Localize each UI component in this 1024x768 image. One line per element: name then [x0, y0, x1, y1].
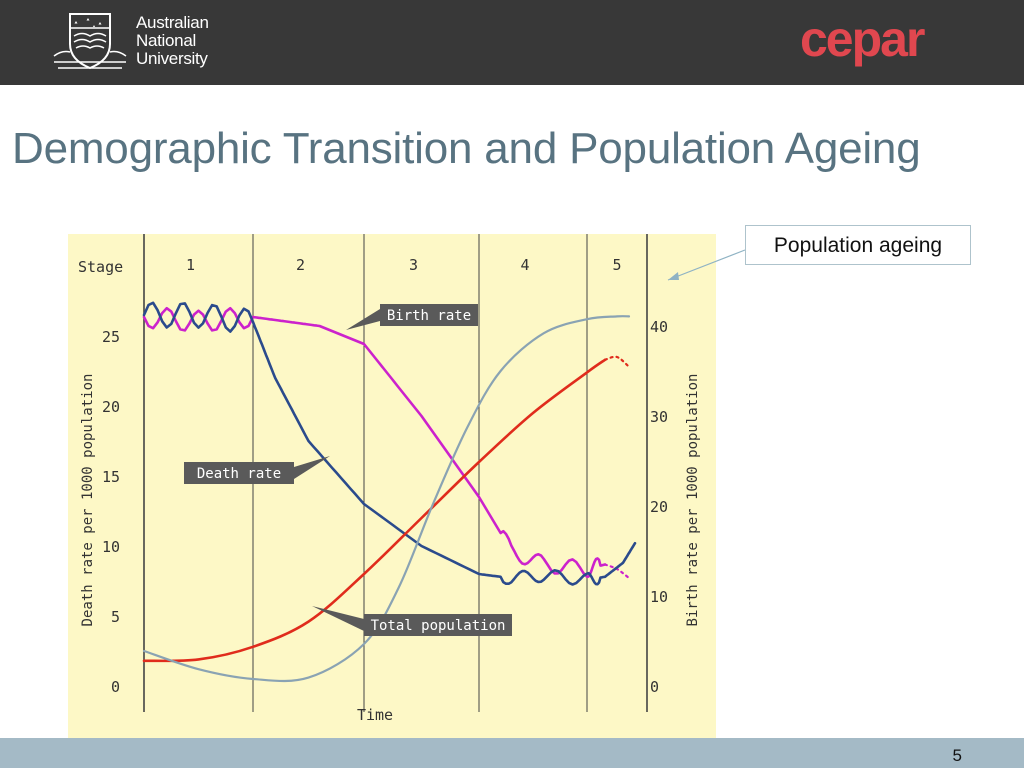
x-axis-title: Time	[356, 706, 394, 724]
header-bar	[0, 0, 1024, 85]
left-tick-label: 0	[110, 678, 120, 696]
stage-label: 3	[408, 256, 419, 274]
right-tick-label: 30	[650, 408, 669, 426]
left-tick-label: 25	[101, 328, 120, 346]
page-number: 5	[952, 746, 962, 765]
slide-title: Demographic Transition and Population Ageing	[12, 124, 921, 173]
anu-logo[interactable]	[52, 10, 232, 74]
anu-wordmark	[136, 14, 209, 68]
stage-label: 4	[520, 256, 530, 274]
cepar-logo-text: cepar	[800, 16, 924, 67]
demographic-transition-chart	[68, 234, 716, 738]
annotation-text: Birth rate	[386, 308, 472, 324]
y-axis-left-title: Death rate per 1000 population	[80, 373, 96, 627]
annotation-text: Total population	[370, 618, 506, 634]
stage-label: 2	[295, 256, 306, 274]
anu-line-1: Australian	[136, 13, 209, 32]
right-tick-label: 10	[650, 588, 669, 606]
right-tick-label: 0	[650, 678, 660, 696]
left-tick-label: 5	[110, 608, 120, 626]
right-tick-label: 40	[650, 318, 669, 336]
right-tick-label: 20	[650, 498, 669, 516]
population-ageing-callout: Population ageing	[745, 225, 971, 265]
left-tick-label: 10	[101, 538, 120, 556]
cepar-logo[interactable]	[800, 16, 980, 78]
stage-label: 1	[185, 256, 196, 274]
stage-axis-label: Stage	[78, 258, 124, 276]
anu-line-3: University	[136, 49, 208, 68]
annotation-text: Death rate	[196, 466, 282, 482]
stage-label: 5	[612, 256, 622, 274]
anu-crest-icon	[52, 10, 128, 74]
left-tick-label: 20	[101, 398, 120, 416]
left-tick-label: 15	[101, 468, 120, 486]
footer-bar	[0, 738, 1024, 768]
anu-line-2: National	[136, 31, 196, 50]
y-axis-right-title: Birth rate per 1000 population	[685, 373, 701, 627]
